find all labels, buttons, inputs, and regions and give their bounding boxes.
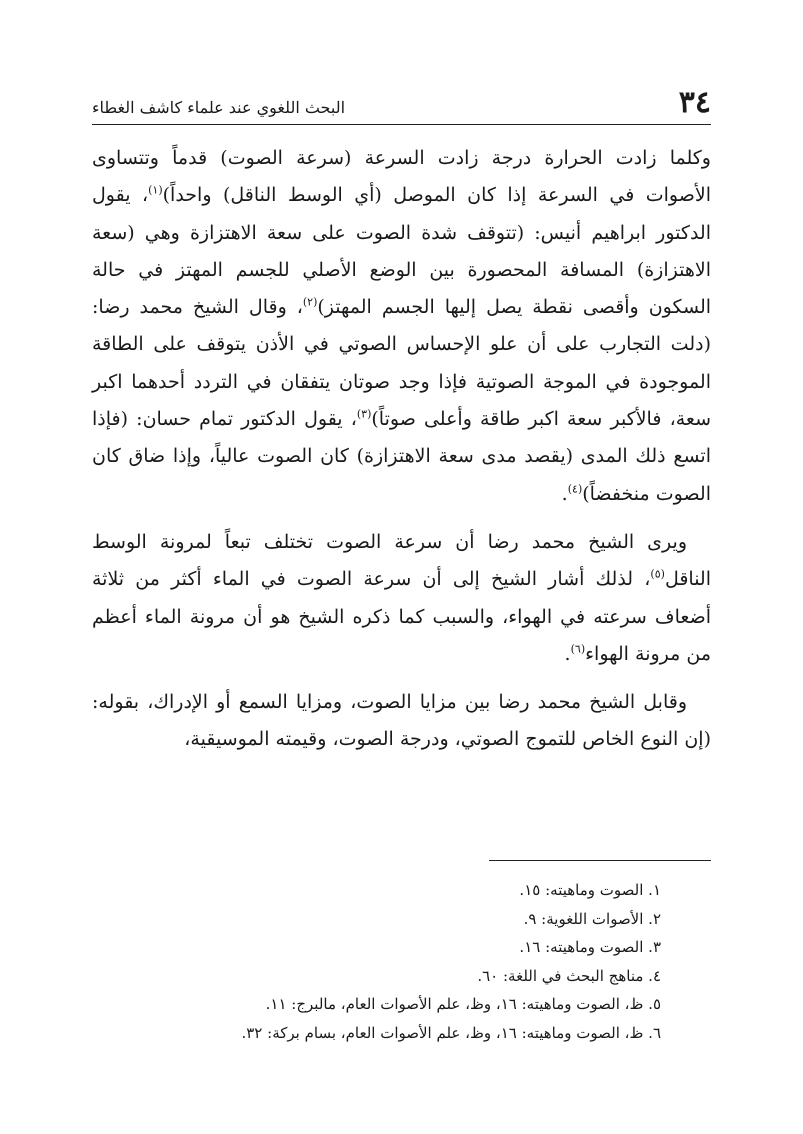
paragraph-1: وكلما زادت الحرارة درجة زادت السرعة (سرعة الصوت) قدماً وتتساوى الأصوات في السرعة إذا كان الموصل (أي الوسط الناقل) واحداً)$^{(١)}$، يقول الدكتور ابراهيم أنيس: (تتوقف شدة الصوت على سعة الاهتزازة وهي (سعة الاهتزازة) المسافة المحصورة بين الوضع الأصلي للجسم المهتز في حالة السكون وأقصى نقطة يصل إليها الجسم المهتز)$^{(٢)}$، وقال الشيخ محمد رضا: (دلت التجارب على أن علو الإحساس الصوتي في الأذن يتوقف على الطاقة الموجودة في الموجة الصوتية فإذا وجد صوتان يتفقان في التردد أحدهما اكبر سعة، فالأكبر سعة اكبر طاقة وأعلى صوتاً)$^{(٣)}$، يقول الدكتور تمام حسان: (فإذا اتسع ذلك المدى (يقصد مدى سعة الاهتزازة) كان الصوت عالياً، وإذا ضاق كان الصوت منخفضاً)$^{(٤)}$.: [92, 147, 712, 505]
footnote-separator: [489, 860, 711, 861]
footnote-2: ٢. الأصوات اللغوية: ٩.: [523, 909, 661, 928]
page-number: ٣٤: [678, 85, 711, 120]
footnote-3: ٣. الصوت وماهيته: ١٦.: [519, 938, 661, 956]
paragraph-3: وقابل الشيخ محمد رضا بين مزايا الصوت، ومزايا السمع أو الإدراك، بقوله: (إن النوع الخاص للتموج الصوتي، ودرجة الصوت، وقيمته الموسيقية،: [92, 691, 711, 751]
paragraph-2: ويرى الشيخ محمد رضا أن سرعة الصوت تختلف تبعاً لمرونة الوسط الناقل$^{(٥)}$، لذلك أشار الشيخ إلى أن سرعة الصوت في الماء أكثر من ثلاثة أضعاف سرعته في الهواء، والسبب كما ذكره الشيخ هو أن مرونة الماء أعظم من مرونة الهواء$^{(٦)}$.: [92, 530, 711, 665]
footnote-ref: (٥): [650, 567, 665, 581]
footnote-ref: (٦): [570, 642, 586, 656]
footnote-5: ٥. ظ، الصوت وماهيته: ١٦، وظ، علم الأصوات العام، مالبرج: ١١.: [265, 995, 661, 1013]
page-header: [92, 78, 711, 125]
footnote-4: ٤. مناهج البحث في اللغة: ٦٠.: [477, 966, 661, 985]
body-text: [92, 140, 711, 759]
footnote-1: ١. الصوت وماهيته: ١٥.: [519, 881, 661, 899]
footnote-ref: (١): [148, 183, 163, 197]
footnote-6: ٦. ظ، الصوت وماهيته: ١٦، وظ، علم الأصوات العام، بسام بركة: ٣٢.: [241, 1023, 661, 1042]
footnote-ref: (٤): [567, 482, 583, 496]
footnotes: [92, 876, 661, 1047]
footnote-ref: (٣): [356, 407, 372, 421]
footnote-ref: (٢): [302, 295, 318, 309]
running-title: البحث اللغوي عند علماء كاشف الغطاء: [92, 98, 346, 117]
